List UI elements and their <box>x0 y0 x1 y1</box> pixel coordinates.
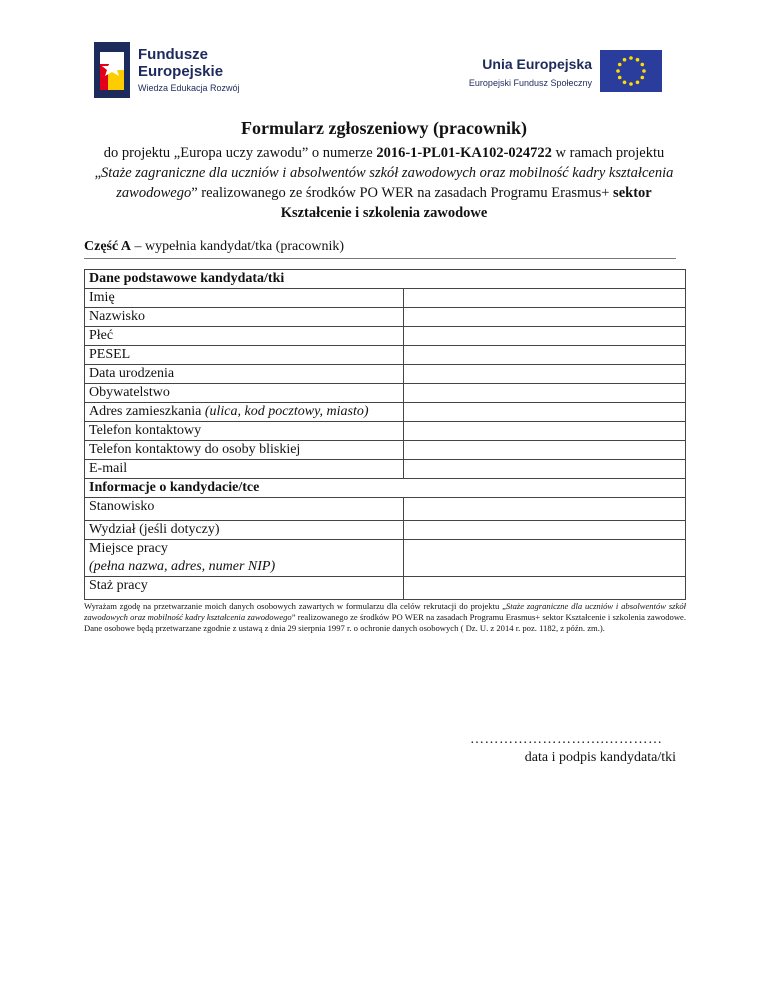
table-section-basic <box>85 270 686 289</box>
table-row <box>85 441 686 460</box>
position-label: Stanowisko <box>85 498 404 521</box>
table-section-candidate-info <box>85 479 686 498</box>
candidate-form-table <box>84 269 686 600</box>
birth-date-field[interactable] <box>403 365 685 384</box>
phone-field[interactable] <box>403 422 685 441</box>
part-a-text: – wypełnia kandydat/tka (pracownik) <box>131 239 345 254</box>
table-row <box>85 346 686 365</box>
workplace-label <box>85 540 404 577</box>
data-processing-consent <box>84 601 686 634</box>
gender-label: Płeć <box>85 327 404 346</box>
department-label: Wydział (jeśli dotyczy) <box>85 521 404 540</box>
section-basic-heading: Dane podstawowe kandydata/tki <box>85 270 686 289</box>
eu-fund-name: Europejski Fundusz Społeczny <box>468 78 592 88</box>
pesel-label: PESEL <box>85 346 404 365</box>
table-row <box>85 365 686 384</box>
fe-program-name: Wiedza Edukacja Rozwój <box>138 83 240 93</box>
email-label: E-mail <box>85 460 404 479</box>
workplace-field[interactable] <box>403 540 685 577</box>
gender-field[interactable] <box>403 327 685 346</box>
signature-line[interactable]: ……………………….………… <box>470 732 663 747</box>
citizenship-label: Obywatelstwo <box>85 384 404 403</box>
birth-date-label: Data urodzenia <box>85 365 404 384</box>
eu-logo <box>462 50 662 94</box>
seniority-field[interactable] <box>403 577 685 600</box>
consent-project-title: Staże zagraniczne dla uczniów i absolwentów szkół zawodowych oraz mobilność kadry kształcenia zawodowego <box>84 601 686 622</box>
eu-flag-icon <box>600 50 662 92</box>
sector-name: sektor Kształcenie i szkolenia zawodowe <box>280 185 652 221</box>
close-person-phone-field[interactable] <box>403 441 685 460</box>
address-label <box>85 403 404 422</box>
part-a-label: Część A <box>84 239 132 254</box>
email-field[interactable] <box>403 460 685 479</box>
consent-part-2: ” realizowanego ze środków PO WER na zasadach Programu Erasmus+ sektor Kształcenie i szkolenia zawodowe. Dane osobowe będą przetwarzane zgodnie z ustawą z dnia 29 sierpnia 1997 r. o ochronie danych osobowych ( Dz. U. z 2014 r. poz. 1182, z późn. zm.). <box>84 612 686 633</box>
table-row <box>85 498 686 521</box>
part-a-heading <box>84 239 676 259</box>
table-row <box>85 577 686 600</box>
project-number: 2016-1-PL01-KA102-024722 <box>376 145 552 161</box>
first-name-label: Imię <box>85 289 404 308</box>
section-candidate-info-heading: Informacje o kandydacie/tce <box>85 479 686 498</box>
desc-part-2: w ramach projektu „ <box>94 145 665 181</box>
table-row <box>85 422 686 441</box>
desc-part-3: ” realizowanego ze środków PO WER na zasadach Programu Erasmus+ <box>191 185 614 201</box>
seniority-label: Staż pracy <box>85 577 404 600</box>
address-field[interactable] <box>403 403 685 422</box>
table-row <box>85 327 686 346</box>
fe-name-line1: Fundusze <box>138 46 208 63</box>
project-description <box>84 143 684 223</box>
form-title: Formularz zgłoszeniowy (pracownik) <box>241 118 527 138</box>
first-name-field[interactable] <box>403 289 685 308</box>
workplace-hint: (pełna nazwa, adres, numer NIP) <box>89 559 276 574</box>
fe-name-line2: Europejskie <box>138 63 224 80</box>
fundusze-europejskie-logo-icon <box>94 42 130 98</box>
department-field[interactable] <box>403 521 685 540</box>
eu-name: Unia Europejska <box>482 56 592 72</box>
pesel-field[interactable] <box>403 346 685 365</box>
position-field[interactable] <box>403 498 685 521</box>
address-label-text: Adres zamieszkania <box>89 404 205 419</box>
close-person-phone-label: Telefon kontaktowy do osoby bliskiej <box>85 441 404 460</box>
table-row <box>85 403 686 422</box>
last-name-field[interactable] <box>403 308 685 327</box>
table-row <box>85 540 686 577</box>
table-row <box>85 384 686 403</box>
table-row <box>85 460 686 479</box>
table-row <box>85 521 686 540</box>
consent-part-1: Wyrażam zgodę na przetwarzanie moich danych osobowych zawartych w formularzu dla celów rekrutacji do projektu „ <box>84 601 506 611</box>
fundusze-europejskie-logo <box>94 42 274 100</box>
table-row <box>85 289 686 308</box>
desc-part-1: do projektu „Europa uczy zawodu” o numerze <box>103 145 377 161</box>
address-hint: (ulica, kod pocztowy, miasto) <box>204 404 369 419</box>
workplace-label-text: Miejsce pracy <box>89 541 168 556</box>
signature-label: data i podpis kandydata/tki <box>524 750 676 765</box>
project-title: Staże zagraniczne dla uczniów i absolwentów szkół zawodowych oraz mobilność kadry kształcenia zawodowego <box>101 165 674 201</box>
phone-label: Telefon kontaktowy <box>85 422 404 441</box>
table-row <box>85 308 686 327</box>
citizenship-field[interactable] <box>403 384 685 403</box>
last-name-label: Nazwisko <box>85 308 404 327</box>
